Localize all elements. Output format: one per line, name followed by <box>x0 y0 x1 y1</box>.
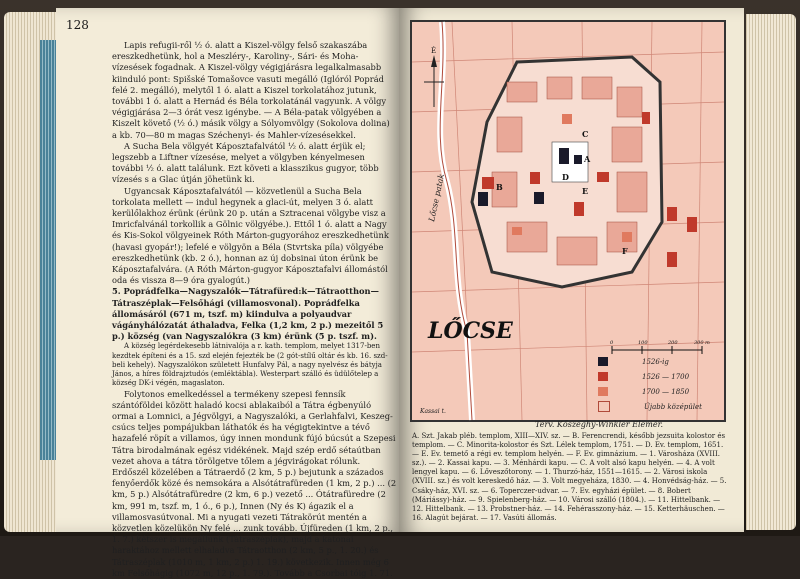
scale-label: 100 <box>638 340 648 346</box>
legend-item <box>598 354 702 369</box>
map-credit: Terv. Kőszeghy-Winkler Elemér. <box>535 420 664 429</box>
paragraph: Lapis refugii-ről ½ ó. alatt a Kiszel-völgy felső szakaszába ereszkedhetünk, hol a Meszléry-, Karoliny-, Sári- és Moha-vízesések fogadnak. A Kiszel-völgy végigjárásra legalkalmasabb kiinduló pont: Spišské Tomašovce vasuti megálló (Iglóról Poprád felé 2. megálló), melytől 1 ó. alatt a Kiszel torkolatához jutunk, további 1 ó. alatt a Hernád és Béla torkolatánál vagyunk. A völgy végigjárása 2—3 órát vesz igénybe. — A Béla-patak völgyében a Kiszelt követő (½ ó.) másik völgy a Sólyomvölgy (Sokolova dolina) a kb. 70—80 m magas Széchenyi- és Mahler-vízesésekkel. <box>112 40 390 140</box>
map-legend <box>598 354 702 414</box>
paragraph: Folytonos emelkedéssel a termékeny szepesi fennsík szántóföldei között haladó kocsi ablakaiból a Tátra égbenyúló ormai a Lomnici, a Jégvölgyi, a Nagyszalóki, a Gerlahfalvi, Keszeg-csúcs teljes pompájukban láthatók és ha végigtekintve a tévő hazafelé röpít a villamos, úgy innen mondunk fújó búcsút a Szepesi Tátra birodalmának egész vidékének. Majd szép erdő sétaútban vezet ahova a tátra törölgetve tőlem a jégvirágokat rólunk. Erdőszél közelében a Tátraerdő (2 km, 5 p.) bejutunk a százados fenyőerdők közé és nemsokára a Alsótátrafüreden (1 km, 2 p.) ... (2 km, 5 p.) Alsótátrafüredre (2 km, 6 p.) vezető ... Ótátrafüredre (2 km, 991 m, tszf. m, 1 ó., 6 p.), Innen (Ny és K) ágazik el a villamosvasútvonal. Mi a nyugati vezeti Tátrakörút mentén a közvetlen közelükön Ny felé ... zunk tovább. Újfüreden (1 km, 2 p., 1. 7.) kétszer is megállunk (Tátraszéplak), majd a katonai haraktához mellett elhaladva Tátraotthon (2 km, 5 p., 1. 20.) és Tátraszéplak (1010 m, 1 km, 2 p.) 1. 19.) következik. Innen még 6 km Felsőhágig (1072 m, 12 p., 1. 79.). Tovább a Csorbai tóig 1. 71. <box>112 388 397 578</box>
legend-label: Újabb középület <box>644 402 702 411</box>
compass-letter: É <box>431 47 437 55</box>
page-number: 128 <box>66 18 89 32</box>
map-key-text: A. Szt. Jakab pléb. templom, XIII—XIV. sz. — B. Ferencrendi, később jezsuita kolostor és templom. — C. Minorita-kolostor és Szt. Lélek templom, 1751. — D. Ev. templom, 1651. — E. Ev. temető a régi ev. templom helyén. — F. Ev. gimnázium. — 1. Városháza (XVIII. sz.). — 2. Kassai kapu. — 3. Ménhárdi kapu. — C. A volt alsó kapu helyén. — 4. A volt lengyel kapu. — 6. Lőveszőtorony. — 1. Thurzó-ház, 1551—1615. — 2. Városi iskola (XVIII. sz.) és volt kereskedő ház. — 3. Volt megyeháza, 1830. — 4. Honvédság-ház. — 5. Csáky-ház, XVI. sz. — 6. Toperczer-udvar. — 7. Ev. egyházi épület. — 8. Bobert (Máriássy)-ház. — 9. Spielenberg-ház. — 10. Városi szálló (1804.). — 11. Hittelbank. — 12. Hittelbank. — 13. Probstner-ház. — 14. Fehérasszony-ház. — 15. Ketterhäuschen. — 16. Alagút bejárat. — 17. Vasúti állomás. <box>412 432 727 522</box>
building-letter: A <box>584 154 591 164</box>
scale-label: 200 <box>668 340 678 346</box>
legend-swatch <box>598 387 608 396</box>
left-page-text <box>112 40 397 579</box>
legend-swatch <box>598 357 608 366</box>
legend-swatch <box>598 372 608 381</box>
legend-label: 1526 — 1700 <box>642 372 690 381</box>
building-letter: C <box>582 129 589 139</box>
legend-swatch <box>598 401 610 412</box>
scale-label: 0 <box>610 340 614 346</box>
road-label: Kassai t. <box>420 408 446 415</box>
legend-label: 1700 — 1850 <box>642 387 690 396</box>
page-stack-right <box>746 14 796 530</box>
stream-label: Lőcse patak <box>427 172 447 223</box>
legend-label: 1526-ig <box>642 357 669 366</box>
building-letter: E <box>582 186 589 196</box>
scale-label: 300 m <box>694 340 710 346</box>
building-letter: B <box>496 182 503 192</box>
legend-item <box>598 384 702 399</box>
paragraph: Ugyancsak Káposztafalvától — közvetlenül a Sucha Bela torkolata mellett — indul hegynek a glaci-út, melyen 3 ó. alatt kerülőlakhoz érünk (érünk 20 p. után a Sztracenai völgybe visz a Imricfalvánál torkollik a Gölnic völgyébe.). Ettől 1 ó. alatt a Nagy és Kis-Sokol völgyeinek Róth Márton-gugyorához ereszkedhetünk (havasi gyopár!); lefelé e völgyön a Béla (Stvrtska píla) völgyébe ereszkedhetünk (kb. 2 ó.), honnan az új dobsinai úton érünk be Káposztafalvára. (A Róth Márton-gugyor Káposztafalvi állomástól oda és vissza 8—9 óra gyalogút.) <box>112 185 389 286</box>
legend-item <box>598 399 702 414</box>
legend-item <box>598 369 702 384</box>
map-title: LŐCSE <box>428 318 513 344</box>
building-letter: D <box>562 172 569 182</box>
route-heading: 5. Poprádfelka—Nagyszalók—Tátrafüred:k—Tátraotthon—Tátraszéplak—Felsőhági (villamosvonal). Poprádfelka állomásáról (671 m, tszf. m) kiindulva a polyaudvar vágányhálózatát áthaladva, Felka (1,2 km, 2 p.) mezeitől 5 p.) község (van Nagyszalókra (3 km) érünk (5 p. tszf. m). <box>112 286 384 342</box>
paragraph: A Sucha Bela völgyét Káposztafalvától ½ ó. alatt érjük el; legszebb a Liftner vízesése, melyet a völgyben kényelmesen további ½ ó. alatt találunk. Ezt követi a klasszikus gugyor, több vízesés s a Glac útján jöhetünk ki. <box>112 140 379 185</box>
small-print: A község legérdekesebb látnivalója a r. kath. templom, melyet 1317-ben kezdtek építeni és a 15. szd elején fejezték be (2 gót-stílű oltár és kb. 16. szd-beli kehely). Nagyszalókon született Hunfalvy Pál, a nagy nyelvész és bátyja János, a híres földrajztudós (emléktábla). Westerpart szálló és üdülőtelep a község DK-i végén, magaslaton. <box>112 342 388 388</box>
building-letter: F <box>622 246 628 256</box>
